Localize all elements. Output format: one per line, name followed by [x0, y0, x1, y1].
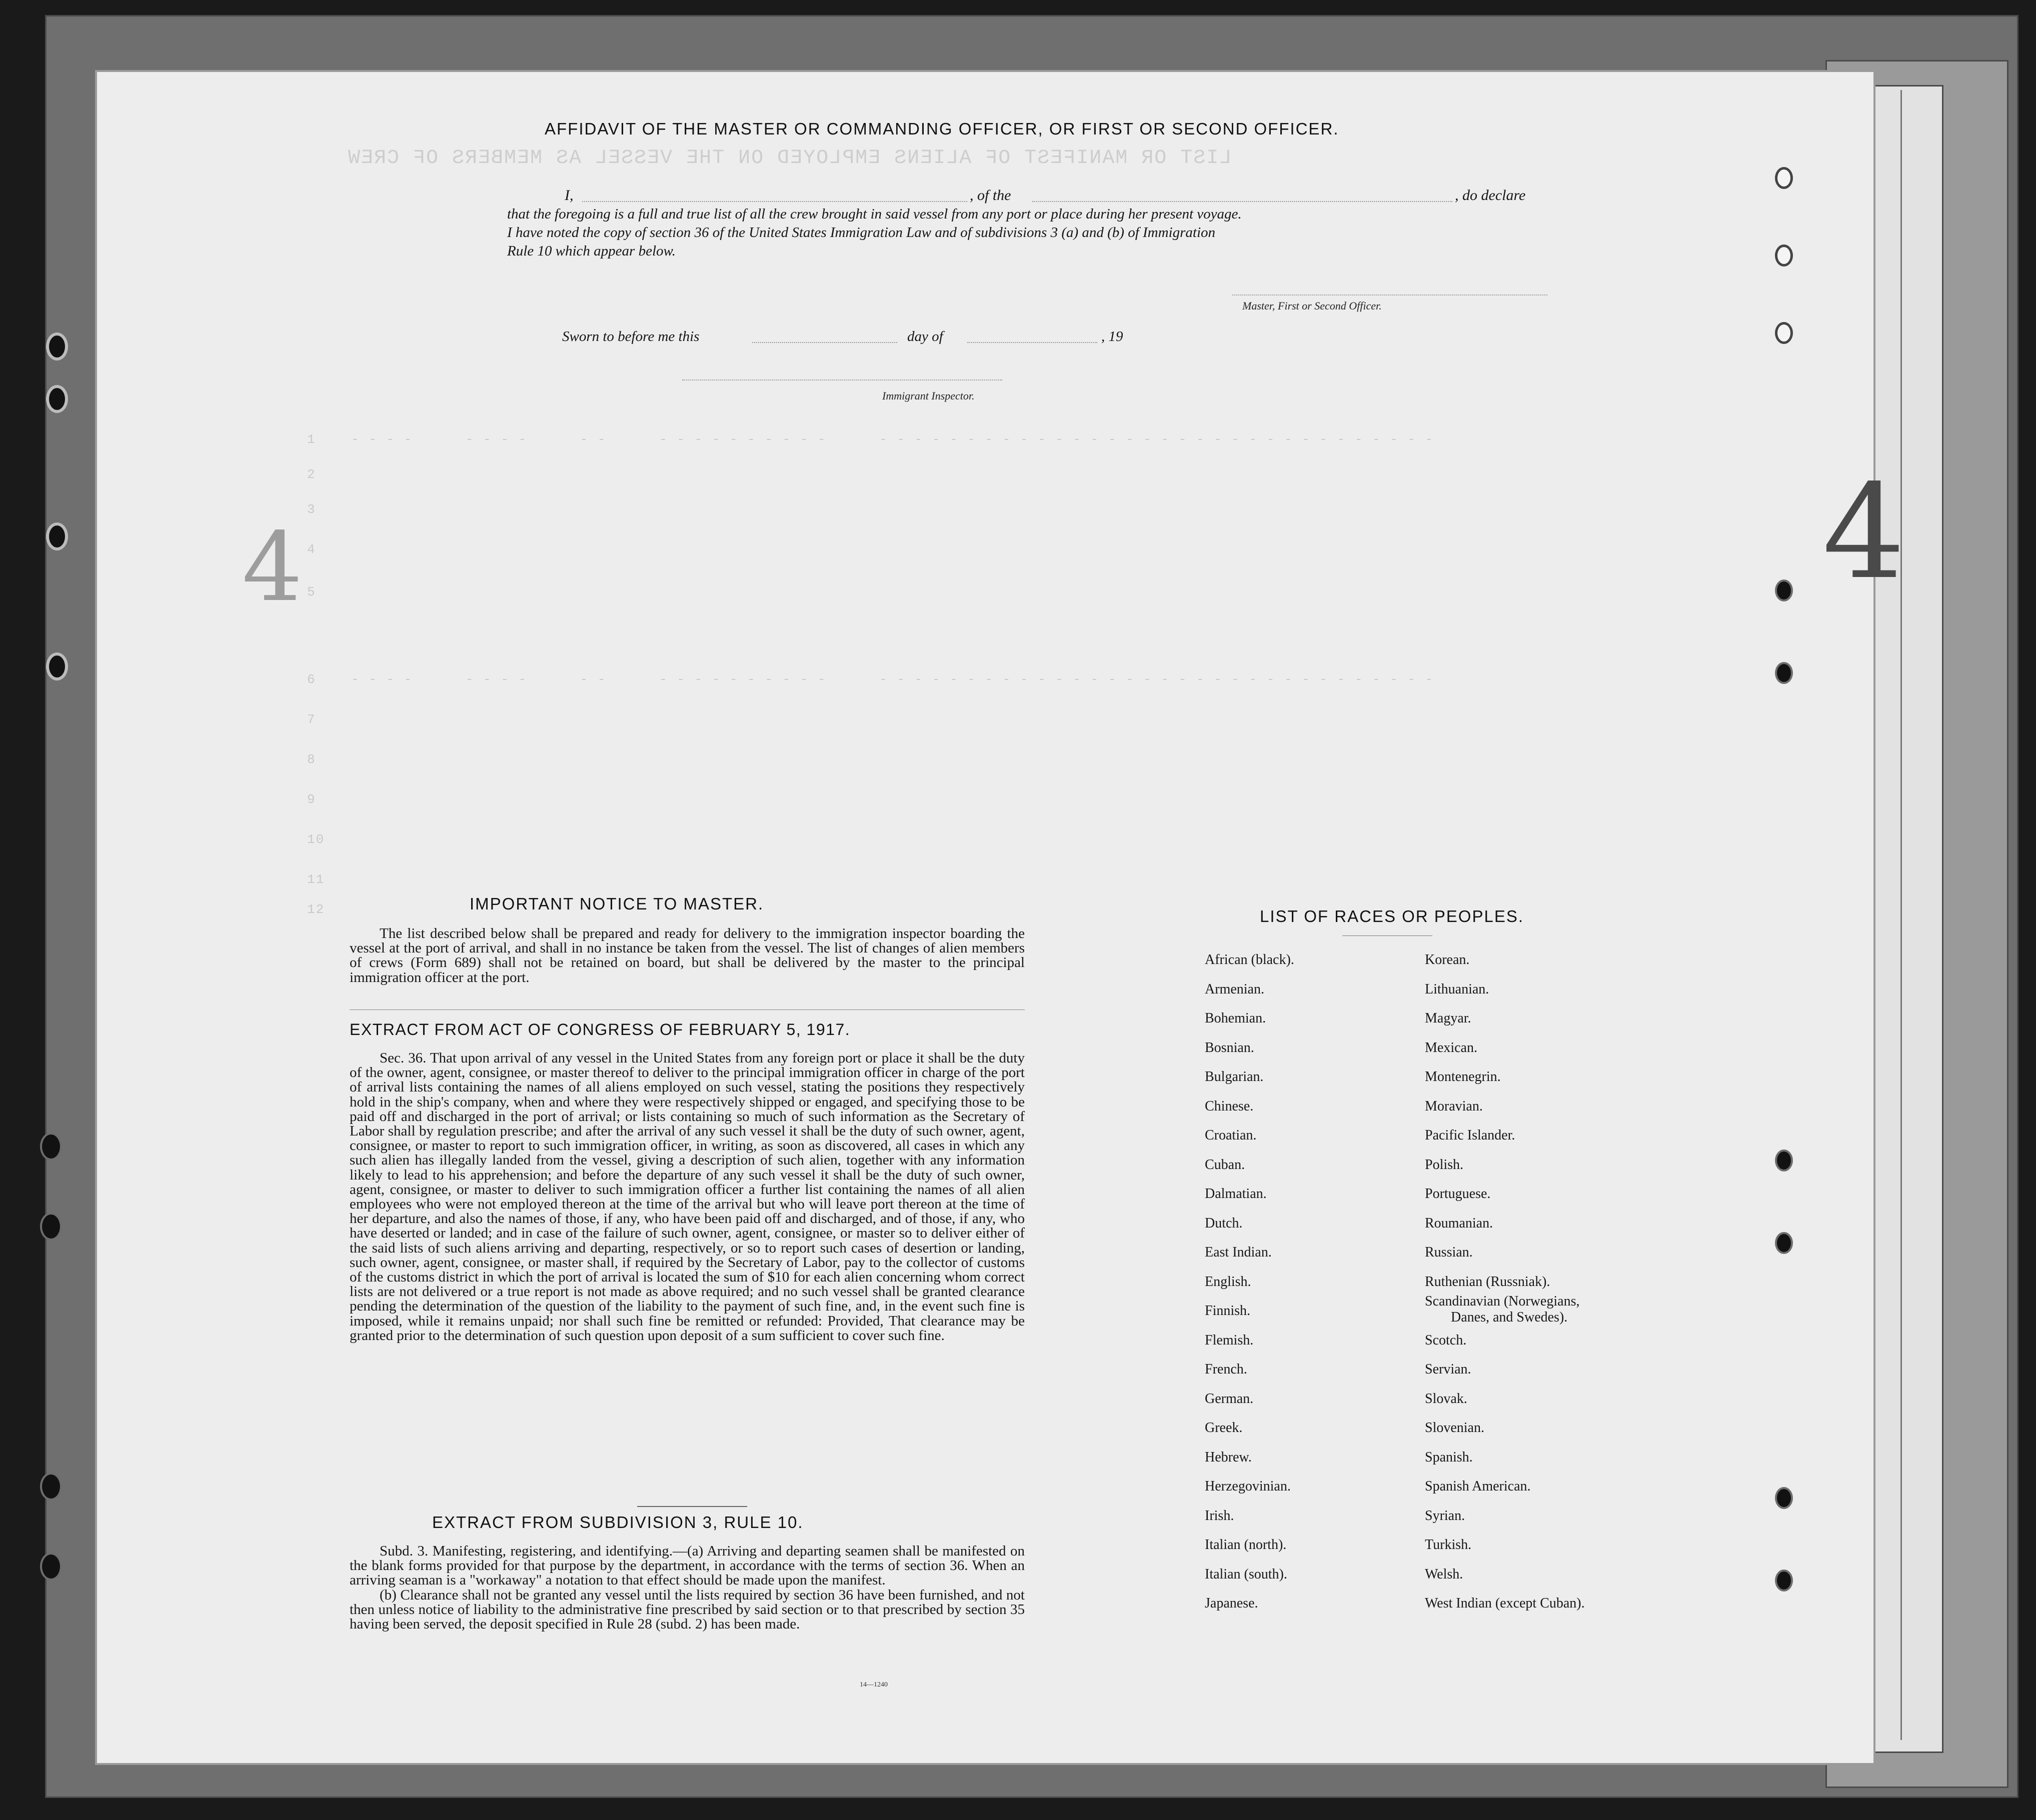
race-item: Turkish.	[1425, 1537, 1472, 1552]
subd-a-paragraph: Subd. 3. Manifesting, registering, and identifying.—(a) Arriving and departing seamen shall be manifested on the blank forms provided for that purpose by the department, in accordance with the terms of section 36. When an arriving seaman is a "workaway" a notation to that effect should be made upon the manifest.	[350, 1543, 1025, 1588]
punch-hole	[1775, 580, 1793, 602]
race-item: Finnish.	[1205, 1303, 1251, 1318]
race-item: West Indian (except Cuban).	[1425, 1596, 1585, 1611]
extract-rule-text	[350, 1544, 1025, 1632]
ghost-row: 2	[307, 467, 316, 482]
name-blank	[582, 201, 967, 202]
binder-hole	[46, 652, 68, 680]
race-item: Portuguese.	[1425, 1186, 1491, 1202]
notice-text	[350, 926, 1025, 985]
race-item: Flemish.	[1205, 1332, 1254, 1348]
races-title: LIST OF RACES OR PEOPLES.	[1260, 907, 1524, 926]
race-item: Montenegrin.	[1425, 1069, 1501, 1084]
punch-hole	[1775, 322, 1793, 344]
subd-b-paragraph: (b) Clearance shall not be granted any vessel until the lists required by section 36 have been furnished, and not then unless notice of liability to the administrative fine prescribed by said section or to that prescribed by section 35 having been served, the deposit specified in Rule 28 (subd. 2) has been made.	[350, 1586, 1025, 1632]
ghost-row: 1 - - - - - - - - - - - - - - - - - - - - - - - - - - - - - - - - - - - - - - - - - - - - - - - - - - - -	[307, 432, 1434, 447]
affidavit-i: I,	[565, 187, 574, 204]
ghost-row: 11	[307, 872, 325, 887]
race-item: Magyar.	[1425, 1010, 1471, 1026]
ghost-header: LIST OR MANIFEST OF ALIENS EMPLOYED ON THE VESSEL AS MEMBERS OF CREW	[347, 147, 1232, 170]
inspector-caption: Immigrant Inspector.	[882, 390, 975, 402]
ghost-row: 5	[307, 584, 316, 600]
extract-act-title: EXTRACT FROM ACT OF CONGRESS OF FEBRUARY 5, 1917.	[350, 1020, 851, 1038]
sworn-day-blank	[752, 342, 897, 343]
punch-hole	[1775, 244, 1793, 266]
race-item: East Indian.	[1205, 1244, 1272, 1260]
race-item: Danes, and Swedes).	[1451, 1310, 1568, 1325]
month-blank	[967, 342, 1097, 343]
punch-hole	[1775, 1150, 1793, 1172]
vessel-blank	[1032, 201, 1452, 202]
race-item: Bohemian.	[1205, 1010, 1266, 1026]
extract-act-text	[350, 1051, 1025, 1343]
sworn-text: Sworn to before me this	[562, 328, 700, 344]
punch-hole	[1775, 167, 1793, 189]
ghost-row: 12	[307, 902, 325, 917]
race-item: Dalmatian.	[1205, 1186, 1267, 1202]
race-item: French.	[1205, 1362, 1247, 1377]
form-page	[95, 70, 1905, 1765]
ghost-row: 7	[307, 712, 316, 727]
form-number: 14—1240	[860, 1681, 888, 1688]
binder-hole	[40, 1212, 62, 1240]
race-item: Ruthenian (Russniak).	[1425, 1274, 1550, 1290]
signature-caption: Master, First or Second Officer.	[1242, 300, 1382, 312]
race-item: Scandinavian (Norwegians,	[1425, 1294, 1580, 1309]
signature-line	[1232, 294, 1547, 296]
ghost-row: 4	[307, 542, 316, 557]
pencil-mark: 4	[242, 512, 303, 622]
race-item: African (black).	[1205, 952, 1294, 968]
day-of-text: day of	[907, 328, 943, 344]
race-item: Slovenian.	[1425, 1420, 1484, 1436]
race-item: Dutch.	[1205, 1216, 1243, 1231]
race-item: Italian (north).	[1205, 1537, 1287, 1552]
race-item: Armenian.	[1205, 982, 1264, 997]
race-item: Japanese.	[1205, 1596, 1258, 1611]
race-item: German.	[1205, 1391, 1254, 1406]
affidavit-line-3: I have noted the copy of section 36 of the United States Immigration Law and of subdivisions 3 (a) and (b) of Immigration	[507, 224, 1216, 240]
race-item: Croatian.	[1205, 1128, 1257, 1143]
race-item: Spanish American.	[1425, 1478, 1531, 1494]
race-item: Bosnian.	[1205, 1040, 1254, 1056]
race-item: Mexican.	[1425, 1040, 1477, 1056]
race-item: Bulgarian.	[1205, 1069, 1264, 1084]
affidavit-declare: , do declare	[1455, 187, 1526, 204]
affidavit-of-the: , of the	[970, 187, 1011, 204]
race-item: Syrian.	[1425, 1508, 1465, 1524]
binder-hole	[46, 332, 68, 360]
race-item: Polish.	[1425, 1157, 1464, 1172]
race-item: Pacific Islander.	[1425, 1128, 1515, 1143]
ghost-row: 6 - - - - - - - - - - - - - - - - - - - - - - - - - - - - - - - - - - - - - - - - - - - - - - - - - - - -	[307, 672, 1434, 687]
race-item: Slovak.	[1425, 1391, 1467, 1406]
affidavit-line-2: that the foregoing is a full and true list of all the crew brought in said vessel from any port or place during her present voyage.	[507, 206, 1242, 222]
punch-hole	[1775, 1232, 1793, 1254]
race-item: Cuban.	[1205, 1157, 1245, 1172]
race-item: Hebrew.	[1205, 1450, 1252, 1465]
race-item: Spanish.	[1425, 1450, 1473, 1465]
ghost-row: 8	[307, 752, 316, 767]
race-item: Korean.	[1425, 952, 1470, 968]
race-item: Herzegovinian.	[1205, 1478, 1291, 1494]
race-item: Servian.	[1425, 1362, 1471, 1377]
punch-hole	[1775, 662, 1793, 684]
year-text: , 19	[1101, 328, 1123, 344]
race-item: Irish.	[1205, 1508, 1234, 1524]
ghost-row: 3	[307, 502, 316, 517]
race-item: Roumanian.	[1425, 1216, 1493, 1231]
notice-paragraph: The list described below shall be prepared and ready for delivery to the immigration inspector boarding the vessel at the port of arrival, and shall in no instance be taken from the vessel. The list of changes of alien members of crews (Form 689) shall not be retained on board, but shall be delivered by the master to the principal immigration officer at the port.	[350, 926, 1025, 986]
affidavit-line-4: Rule 10 which appear below.	[507, 243, 676, 259]
race-item: Italian (south).	[1205, 1566, 1287, 1582]
extract-rule-title: EXTRACT FROM SUBDIVISION 3, RULE 10.	[432, 1513, 804, 1532]
background-page-line	[1900, 90, 1902, 1740]
race-item: English.	[1205, 1274, 1251, 1290]
race-item: Welsh.	[1425, 1566, 1463, 1582]
pencil-mark: 4	[1822, 457, 1905, 608]
binder-hole	[40, 1472, 62, 1500]
sec-36-paragraph: Sec. 36. That upon arrival of any vessel in the United States from any foreign port or place it shall be the duty of the owner, agent, consignee, or master thereof to deliver to the principal immigration officer in charge of the port of arrival lists containing the names of all aliens employed on such vessel, stating the positions they respectively hold in the ship's company, when and where they were respectively shipped or engaged, and specifying those to be paid off and discharged in the port of arrival; or lists containing so much of such information as the Secretary of Labor shall by regulation prescribe; and after the arrival of any such vessel it shall be the duty of such owner, agent, consignee, or master to report to such immigration officer, in writing, as soon as discovered, all cases in which any such alien has illegally landed from the vessel, giving a description of such alien, together with any information likely to lead to his apprehension; and before the departure of any such vessel it shall be the duty of such owner, agent, consignee, or master to deliver to such immigration officer a further list containing the names of all alien employees who were not employed thereon at the time of the arrival but who will leave port thereon at the time of her departure, and also the names of those, if any, who have been paid off and discharged, and of those, if any, who have deserted or landed; and in case of the failure of such owner, agent, consignee, or master so to deliver either of the said lists of such aliens arriving and departing, respectively, or so to report such cases of desertion or landing, such owner, agent, consignee, or master shall, if required by the Secretary of Labor, pay to the collector of customs of the customs district in which the port of arrival is located the sum of $10 for each alien concerning whom correct lists are not delivered or a true report is not made as above required; and no such vessel shall be granted clearance pending the determination of the question of the liability to the payment of such fine, and, in the event such fine is imposed, while it remains unpaid; nor shall such fine be remitted or refunded: Provided, That clearance may be granted prior to the determination of such question upon deposit of a sum sufficient to cover such fine.	[350, 1050, 1025, 1344]
race-item: Scotch.	[1425, 1332, 1467, 1348]
race-item: Chinese.	[1205, 1098, 1254, 1114]
punch-hole	[1775, 1487, 1793, 1509]
race-item: Moravian.	[1425, 1098, 1483, 1114]
notice-title: IMPORTANT NOTICE TO MASTER.	[470, 894, 764, 913]
rule	[637, 1506, 747, 1507]
ghost-row: 10	[307, 832, 325, 847]
binder-hole	[46, 522, 68, 550]
punch-hole	[1775, 1570, 1793, 1592]
binder-hole	[46, 385, 68, 413]
binder-hole	[40, 1132, 62, 1160]
race-item: Greek.	[1205, 1420, 1243, 1436]
binder-hole	[40, 1552, 62, 1580]
race-item: Russian.	[1425, 1244, 1473, 1260]
race-item: Lithuanian.	[1425, 982, 1489, 997]
ghost-row: 9	[307, 792, 316, 807]
affidavit-title: AFFIDAVIT OF THE MASTER OR COMMANDING OFFICER, OR FIRST OR SECOND OFFICER.	[545, 120, 1339, 138]
